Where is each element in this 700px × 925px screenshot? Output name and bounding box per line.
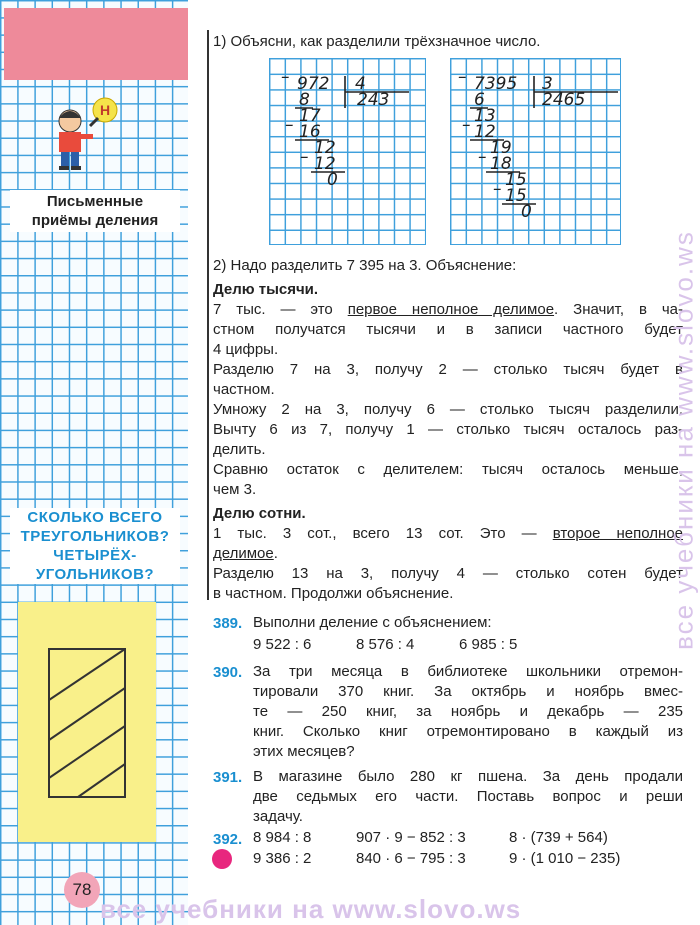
task-389-expr: 9 522 : 6 <box>253 636 312 653</box>
sidebar <box>0 0 188 925</box>
lesson-title: Письменные приёмы деления <box>10 190 180 232</box>
long-division-972-by-4 <box>269 58 427 246</box>
task-392-expr: 8 984 : 8 <box>253 829 312 846</box>
text-line: Сравню остаток с делителем: тысяч осталось меньше, <box>213 461 683 478</box>
vertical-watermark: все учебники на www.slovo.ws <box>668 230 699 650</box>
task-391-line: две седьмых его части. Поставь вопрос и реши <box>253 788 683 805</box>
svg-text:–: – <box>281 67 290 87</box>
long-division-7395-by-3 <box>450 58 622 246</box>
task-392-expr: 9 386 : 2 <box>253 850 312 867</box>
text-line: чем 3. <box>213 481 257 498</box>
task-number-390: 390. <box>213 664 243 681</box>
text-line: делить. <box>213 441 266 458</box>
division-step: 0 <box>327 170 338 190</box>
text-line: стном получатся тысячи и в записи частного будет <box>213 321 683 338</box>
text-line: 7 тыс. — это первое неполное делимое. Значит, в ча- <box>213 301 684 318</box>
svg-text:–: – <box>462 115 471 135</box>
section1-intro: 1) Объясни, как разделили трёхзначное число. <box>213 33 541 50</box>
text-line: Разделю 7 на 3, получу 2 — столько тысяч будет в <box>213 361 683 378</box>
task-392-expr: 9 · (1 010 − 235) <box>509 850 621 867</box>
section2-intro: 2) Надо разделить 7 395 на 3. Объяснение: <box>213 257 517 274</box>
division-step: 12 <box>314 154 336 174</box>
quotient: 2465 <box>542 90 586 110</box>
task-390-line: За три месяца в библиотеке школьники отремон- <box>253 663 683 680</box>
text-line: частном. <box>213 381 275 398</box>
svg-text:–: – <box>478 147 487 167</box>
division-step: 15 <box>505 186 527 206</box>
task-390-line: этих месяцев? <box>253 743 355 760</box>
division-step: 0 <box>521 202 532 222</box>
page-number: 78 <box>64 872 100 908</box>
text-line: Разделю 13 на 3, получу 4 — столько сотен будет <box>213 565 683 582</box>
division-step: 15 <box>505 170 527 190</box>
text-line: Умножу 2 на 3, получу 6 — столько тысяч разделили. <box>213 401 683 418</box>
puzzle-figure-card <box>18 602 156 842</box>
division-step: 16 <box>299 122 321 142</box>
text-line: 4 цифры. <box>213 341 279 358</box>
task-390-line: те — 250 книг, за ноябрь и декабрь — 235 <box>253 703 683 720</box>
task-391-line: В магазине было 280 кг пшена. За день продали <box>253 768 683 785</box>
task-392-expr: 8 · (739 + 564) <box>509 829 608 846</box>
puzzle-question: СКОЛЬКО ВСЕГО ТРЕУГОЛЬНИКОВ? ЧЕТЫРЁХ- УГОЛЬНИКОВ? <box>10 508 180 584</box>
text-line: 1 тыс. 3 сот., всего 13 сот. Это — второе неполное <box>213 525 683 542</box>
svg-text:Н: Н <box>99 102 111 118</box>
text-line: Вычту 6 из 7, получу 1 — столько тысяч осталось раз- <box>213 421 683 438</box>
heading-thousands: Делю тысячи. <box>213 281 319 298</box>
svg-text:–: – <box>493 179 502 199</box>
striped-rectangle-figure <box>48 648 126 798</box>
quotient: 243 <box>357 90 390 110</box>
difficulty-marker <box>212 849 232 869</box>
division-step: 6 <box>474 90 485 110</box>
dividend: 7395 <box>474 74 518 94</box>
division-step: 13 <box>474 106 496 126</box>
division-step: 17 <box>299 106 321 126</box>
division-grid-a <box>269 58 426 245</box>
division-step: 18 <box>490 154 512 174</box>
heading-hundreds: Делю сотни. <box>213 505 306 522</box>
task-392-expr: 840 · 6 − 795 : 3 <box>356 850 466 867</box>
task-389-text: Выполни деление с объяснением: <box>253 614 492 631</box>
task-number-389: 389. <box>213 615 243 632</box>
task-389-expr: 8 576 : 4 <box>356 636 415 653</box>
task-390-line: книг. Сколько книг отремонтировано в каждый из <box>253 723 683 740</box>
task-392-expr: 907 · 9 − 852 : 3 <box>356 829 466 846</box>
division-step: 12 <box>314 138 336 158</box>
text-line: в частном. Продолжи объяснение. <box>213 585 454 602</box>
text-line: делимое. <box>213 545 278 562</box>
header-color-block <box>4 8 188 80</box>
division-step: 8 <box>299 90 310 110</box>
task-390-line: тировали 370 книг. За октябрь и ноябрь вмес- <box>253 683 683 700</box>
task-number-392: 392. <box>213 831 243 848</box>
dividend: 972 <box>297 74 330 94</box>
divisor: 3 <box>542 74 553 94</box>
division-step: 12 <box>474 122 496 142</box>
task-number-391: 391. <box>213 769 243 786</box>
mascot-illustration <box>48 96 128 174</box>
svg-text:–: – <box>458 67 467 87</box>
task-389-expr: 6 985 : 5 <box>459 636 518 653</box>
section-divider <box>207 30 209 600</box>
svg-text:–: – <box>285 115 294 135</box>
division-grid-b <box>450 58 621 245</box>
division-step: 19 <box>490 138 512 158</box>
divisor: 4 <box>355 74 366 94</box>
svg-text:–: – <box>300 147 309 167</box>
task-391-line: задачу. <box>253 808 303 825</box>
footer-watermark: все учебники на www.slovo.ws <box>100 894 522 924</box>
